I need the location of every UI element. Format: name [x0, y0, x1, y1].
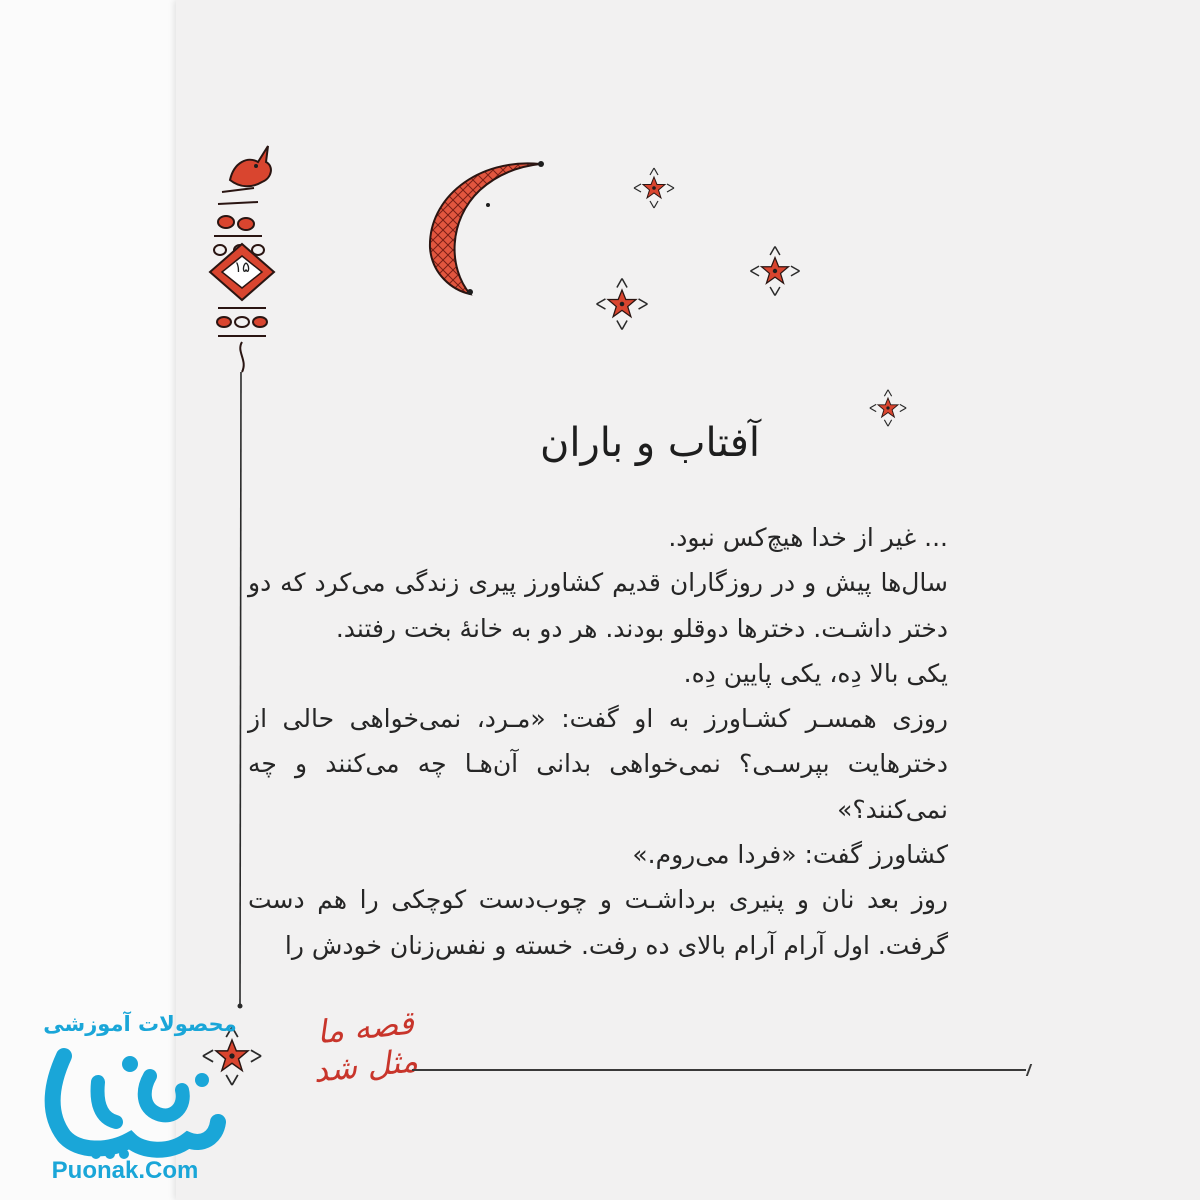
series-title: قصه ما مثل شد	[311, 1003, 420, 1090]
brand-logo-icon	[38, 1042, 228, 1160]
paragraph: روزی همسـر کشـاورز به او گفت: «مـرد، نمی‌خواهی حالی از دخترهایت بپرسـی؟ نمی‌خواهی بدانی آن‌هـا چه می‌کنند و چه نمی‌کنند؟»	[248, 704, 948, 824]
crescent-moon-icon	[418, 150, 558, 300]
paragraph: ... غیر از خدا هیچ‌کس نبود.	[668, 523, 948, 552]
page-number: ۱۵	[233, 258, 251, 276]
star-icon	[594, 276, 650, 332]
paragraph: روز بعد نان و پنیری برداشـت و چوب‌دست کوچکی را هم دست گرفت. اول آرام آرام بالای ده رفت. خسته و نفس‌زنان خودش را	[248, 885, 948, 960]
chapter-title: آفتاب و باران	[539, 420, 761, 466]
paragraph: یکی بالا دِه، یکی پایین دِه.	[683, 658, 948, 688]
paragraph: کشاورز گفت: «فردا می‌روم.»	[632, 840, 948, 870]
star-icon	[632, 166, 676, 210]
star-icon	[748, 244, 802, 298]
footer-rule	[412, 1069, 1026, 1071]
brand-tagline: محصولات آموزشی	[43, 1012, 237, 1036]
brand-url[interactable]: Puonak.Com	[51, 1157, 199, 1184]
paragraph: سال‌ها پیش و در روزگاران قدیم کشاورز پیری زندگی می‌کرد که دو دختر داشـت. دخترها دوقلو بودند. هر دو به خانهٔ بخت رفتند.	[248, 568, 948, 643]
story-text	[248, 515, 948, 968]
star-icon	[868, 388, 908, 428]
